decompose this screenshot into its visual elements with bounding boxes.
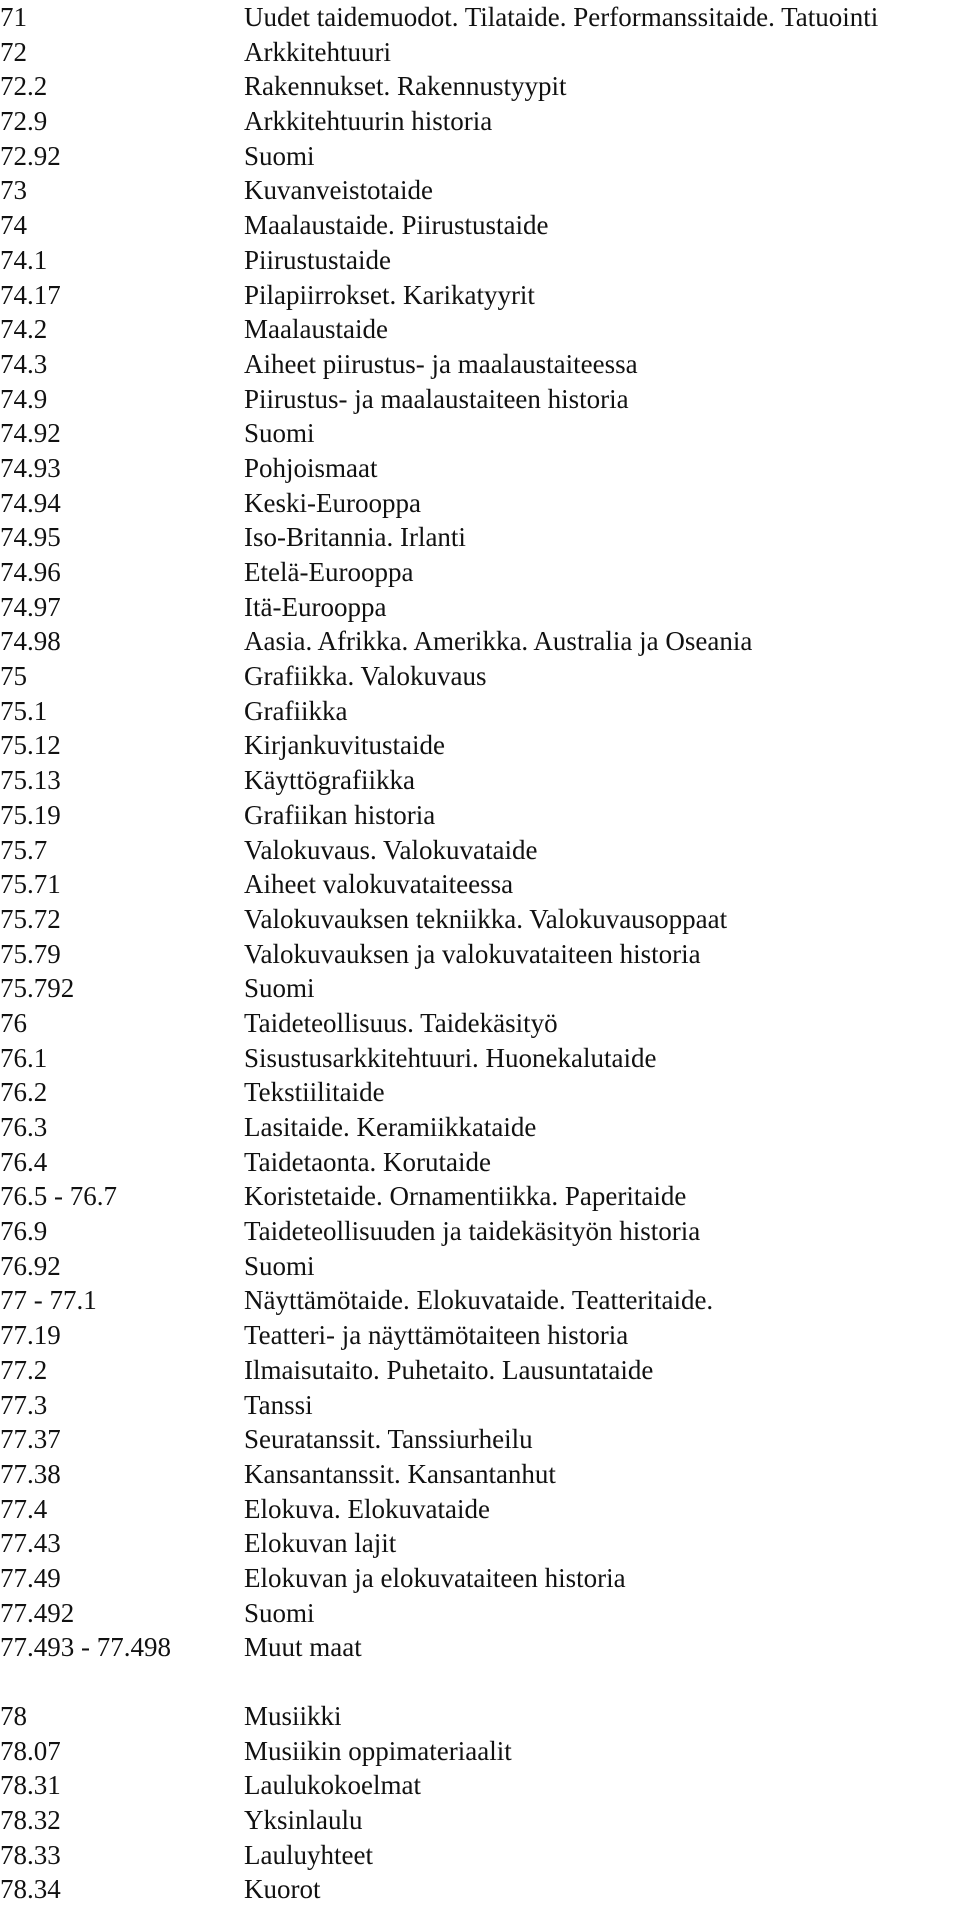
list-item (0, 1041, 960, 1076)
class-title: Ilmaisutaito. Puhetaito. Lausuntataide (244, 1354, 654, 1385)
class-title: Aasia. Afrikka. Amerikka. Australia ja Oseania (244, 626, 753, 657)
class-title: Musiikki (244, 1701, 342, 1731)
list-item (0, 208, 960, 243)
list-item (0, 1630, 960, 1665)
list-item (0, 937, 960, 972)
class-code: 74 (0, 210, 27, 241)
class-title: Suomi (244, 418, 315, 449)
list-item (0, 1110, 960, 1145)
class-title: Elokuvan ja elokuvataiteen historia (244, 1562, 626, 1593)
class-code: 71 (0, 2, 27, 32)
class-code: 77.4 (0, 1493, 48, 1524)
class-code: 74.97 (0, 591, 61, 622)
class-title: Muut maat (244, 1632, 362, 1663)
class-title: Näyttämötaide. Elokuvataide. Teatteritaide. (244, 1285, 714, 1316)
list-item (0, 555, 960, 590)
class-code: 75 (0, 661, 27, 692)
list-item (0, 278, 960, 313)
class-title: Piirustustaide (244, 244, 391, 275)
list-item (0, 971, 960, 1006)
class-code: 77.3 (0, 1389, 48, 1420)
list-item (0, 1872, 960, 1907)
class-code: 76 (0, 1007, 27, 1038)
class-code: 78.31 (0, 1770, 61, 1801)
list-item (0, 1596, 960, 1631)
class-title: Kansantanssit. Kansantanhut (244, 1458, 556, 1489)
list-item (0, 1145, 960, 1180)
list-item (0, 69, 960, 104)
class-title: Kuorot (244, 1874, 321, 1905)
class-title: Pilapiirrokset. Karikatyyrit (244, 279, 535, 310)
list-item (0, 694, 960, 729)
list-item (0, 520, 960, 555)
class-code: 74.92 (0, 418, 61, 449)
list-item (0, 624, 960, 659)
class-title: Grafiikka (244, 695, 348, 726)
class-code: 77.2 (0, 1354, 48, 1385)
class-title: Teatteri- ja näyttämötaiteen historia (244, 1320, 629, 1351)
class-title: Keski-Eurooppa (244, 487, 421, 518)
class-code: 72.2 (0, 71, 48, 102)
class-title: Arkkitehtuurin historia (244, 106, 493, 137)
class-title: Aiheet valokuvataiteessa (244, 869, 514, 900)
list-item (0, 382, 960, 417)
class-title: Suomi (244, 1597, 315, 1628)
class-code: 74.9 (0, 383, 48, 414)
class-title: Lauluyhteet (244, 1839, 373, 1870)
list-item (0, 728, 960, 763)
class-code: 73 (0, 175, 27, 206)
list-item (0, 1388, 960, 1423)
list-item (0, 1838, 960, 1873)
class-code: 74.95 (0, 522, 61, 553)
class-code: 75.7 (0, 834, 48, 865)
class-title: Musiikin oppimateriaalit (244, 1735, 512, 1766)
class-title: Uudet taidemuodot. Tilataide. Performanssitaide. Tatuointi (244, 2, 879, 32)
class-code: 74.94 (0, 487, 61, 518)
class-code: 74.93 (0, 452, 61, 483)
class-code: 78.32 (0, 1805, 61, 1836)
class-code: 76.3 (0, 1112, 48, 1142)
class-title: Kuvanveistotaide (244, 175, 433, 206)
class-title: Valokuvauksen ja valokuvataiteen historia (244, 938, 701, 969)
list-item (0, 451, 960, 486)
list-item (0, 312, 960, 347)
class-code: 72 (0, 36, 27, 67)
list-item (0, 763, 960, 798)
list-item (0, 1353, 960, 1388)
class-title: Itä-Eurooppa (244, 591, 387, 622)
class-code: 72.9 (0, 106, 48, 137)
class-code: 75.1 (0, 695, 48, 726)
class-title: Suomi (244, 1250, 315, 1281)
class-code: 78.07 (0, 1735, 61, 1766)
class-code: 75.79 (0, 938, 61, 969)
class-title: Kirjankuvitustaide (244, 730, 445, 761)
class-title: Taideteollisuus. Taidekäsityö (244, 1007, 558, 1038)
class-code: 75.12 (0, 730, 61, 761)
list-item (0, 1179, 960, 1214)
list-item (0, 1803, 960, 1838)
class-code: 76.5 - 76.7 (0, 1181, 117, 1212)
class-title: Pohjoismaat (244, 452, 378, 483)
class-code: 77.37 (0, 1424, 61, 1455)
list-item (0, 1214, 960, 1249)
list-item (0, 1422, 960, 1457)
class-title: Käyttögrafiikka (244, 765, 415, 796)
class-code: 76.1 (0, 1042, 48, 1073)
class-code: 74.2 (0, 314, 48, 345)
class-code: 75.792 (0, 973, 75, 1004)
list-item (0, 243, 960, 278)
class-title: Tanssi (244, 1389, 313, 1420)
list-item (0, 1734, 960, 1769)
list-item (0, 1249, 960, 1284)
class-code: 76.9 (0, 1216, 48, 1247)
class-code: 72.92 (0, 140, 61, 171)
class-title: Sisustusarkkitehtuuri. Huonekalutaide (244, 1042, 657, 1073)
class-code: 74.3 (0, 348, 48, 379)
class-code: 77 - 77.1 (0, 1285, 97, 1316)
list-item (0, 1006, 960, 1041)
class-code: 77.493 - 77.498 (0, 1632, 171, 1663)
list-item (0, 902, 960, 937)
class-code: 77.38 (0, 1458, 61, 1489)
class-title: Arkkitehtuuri (244, 36, 391, 67)
list-item (0, 1075, 960, 1110)
list-item (0, 173, 960, 208)
class-code: 75.71 (0, 869, 61, 900)
class-title: Valokuvaus. Valokuvataide (244, 834, 538, 865)
class-code: 76.2 (0, 1077, 48, 1108)
list-item (0, 139, 960, 174)
class-code: 78.33 (0, 1839, 61, 1870)
list-item (0, 867, 960, 902)
list-item (0, 0, 960, 35)
list-item (0, 104, 960, 139)
list-item (0, 1526, 960, 1561)
list-item (0, 1457, 960, 1492)
class-title: Suomi (244, 140, 315, 171)
class-title: Maalaustaide. Piirustustaide (244, 210, 549, 241)
list-item (0, 798, 960, 833)
class-title: Iso-Britannia. Irlanti (244, 522, 466, 553)
list-item (0, 1283, 960, 1318)
class-title: Valokuvauksen tekniikka. Valokuvausoppaat (244, 903, 728, 934)
class-title: Yksinlaulu (244, 1805, 363, 1836)
class-code: 78 (0, 1701, 27, 1731)
class-title: Elokuva. Elokuvataide (244, 1493, 490, 1524)
class-code: 77.492 (0, 1597, 75, 1628)
class-code: 76.4 (0, 1146, 48, 1177)
class-title: Grafiikan historia (244, 799, 436, 830)
class-title: Suomi (244, 973, 315, 1004)
list-item (0, 1561, 960, 1596)
class-title: Maalaustaide (244, 314, 388, 345)
class-title: Etelä-Eurooppa (244, 557, 414, 587)
list-item (0, 659, 960, 694)
list-item (0, 590, 960, 625)
class-title: Taidetaonta. Korutaide (244, 1146, 492, 1177)
class-code: 75.19 (0, 799, 61, 830)
class-title: Aiheet piirustus- ja maalaustaiteessa (244, 348, 638, 379)
list-item (0, 833, 960, 868)
list-item (0, 486, 960, 521)
class-title: Seuratanssit. Tanssiurheilu (244, 1424, 533, 1455)
class-code: 77.19 (0, 1320, 61, 1351)
list-item (0, 1699, 960, 1734)
class-code: 74.96 (0, 557, 61, 587)
class-title: Koristetaide. Ornamentiikka. Paperitaide (244, 1181, 687, 1212)
class-code: 76.92 (0, 1250, 61, 1281)
list-item (0, 1318, 960, 1353)
list-item (0, 1768, 960, 1803)
class-code: 75.72 (0, 903, 61, 934)
class-title: Piirustus- ja maalaustaiteen historia (244, 383, 629, 414)
list-item (0, 1492, 960, 1527)
list-item (0, 416, 960, 451)
class-code: 78.34 (0, 1874, 61, 1905)
class-code: 74.98 (0, 626, 61, 657)
class-code: 77.43 (0, 1528, 61, 1559)
class-code: 74.1 (0, 244, 48, 275)
class-code: 74.17 (0, 279, 61, 310)
class-title: Lasitaide. Keramiikkataide (244, 1112, 537, 1142)
class-title: Tekstiilitaide (244, 1077, 385, 1108)
class-title: Elokuvan lajit (244, 1528, 397, 1559)
class-title: Taideteollisuuden ja taidekäsityön historia (244, 1216, 701, 1247)
class-title: Rakennukset. Rakennustyypit (244, 71, 567, 102)
class-code: 75.13 (0, 765, 61, 796)
list-item (0, 35, 960, 70)
list-item (0, 347, 960, 382)
class-title: Laulukokoelmat (244, 1770, 421, 1801)
class-title: Grafiikka. Valokuvaus (244, 661, 487, 692)
class-code: 77.49 (0, 1562, 61, 1593)
